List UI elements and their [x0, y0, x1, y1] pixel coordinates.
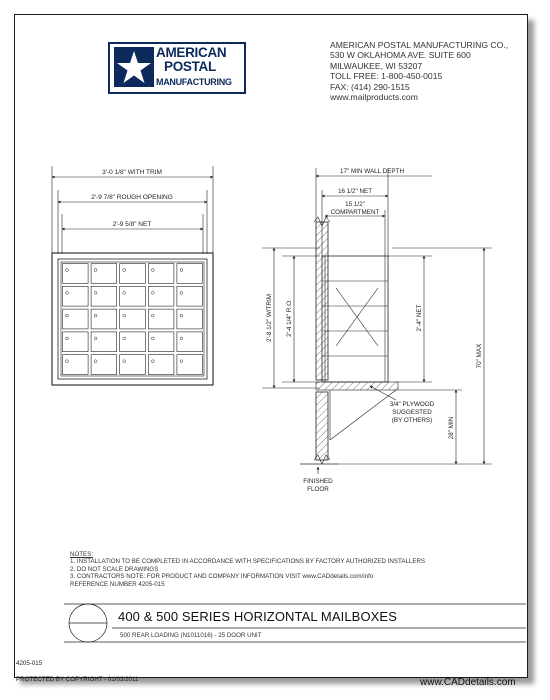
door-lock-icon	[94, 269, 97, 272]
logo-line-3: MANUFACTURING	[156, 77, 232, 87]
door-lock-icon	[151, 360, 154, 363]
address-line: TOLL FREE: 1-800-450-0015	[330, 71, 443, 82]
caddetails-link[interactable]: www.CADdetails.com	[420, 677, 516, 688]
mailbox-door	[91, 332, 117, 352]
mailbox-door	[120, 286, 146, 306]
mailbox-door	[63, 286, 89, 306]
door-lock-icon	[151, 337, 154, 340]
floor-label-line-1: FINISHED	[303, 478, 333, 485]
mailbox-door	[63, 355, 89, 375]
mailbox-door	[120, 309, 146, 329]
plywood-note-line-1: 3/4" PLYWOOD	[389, 401, 435, 408]
door-lock-icon	[66, 360, 69, 363]
door-lock-icon	[94, 291, 97, 294]
door-lock-icon	[180, 269, 183, 272]
door-lock-icon	[66, 269, 69, 272]
mailbox-door	[148, 355, 174, 375]
mailbox-door	[148, 286, 174, 306]
mailbox-door	[120, 355, 146, 375]
mailbox-door	[148, 309, 174, 329]
door-lock-icon	[66, 291, 69, 294]
mailbox-door	[63, 309, 89, 329]
dim-rough-opening: 2'-9 7/8" ROUGH OPENING	[91, 194, 173, 201]
note-item: REFERENCE NUMBER 4205-015	[70, 580, 165, 588]
reference-number: 4205-015	[16, 660, 43, 667]
dim-net-width: 2'-9 5/8" NET	[112, 221, 152, 228]
notes-heading: NOTES:	[70, 551, 94, 558]
notes-block	[70, 551, 425, 588]
mailbox-door	[91, 286, 117, 306]
dim-net-depth: 16 1/2" NET	[337, 188, 373, 195]
drawing-subtitle: 500 REAR LOADING (N1011016) - 25 DOOR UNIT	[120, 632, 262, 639]
address-line: 530 W OKLAHOMA AVE. SUITE 600	[330, 50, 471, 61]
door-lock-icon	[151, 269, 154, 272]
logo-line-2: POSTAL	[164, 59, 216, 74]
mailbox-door	[177, 309, 203, 329]
door-lock-icon	[123, 314, 126, 317]
door-lock-icon	[123, 337, 126, 340]
door-lock-icon	[123, 269, 126, 272]
plywood-note-line-2: SUGGESTED	[392, 409, 432, 416]
plywood-note-line-3: (BY OTHERS)	[391, 417, 433, 424]
mailbox-door	[177, 332, 203, 352]
dim-compartment-label: COMPARTMENT	[330, 209, 380, 216]
door-lock-icon	[180, 337, 183, 340]
mailbox-door	[63, 332, 89, 352]
mailbox-door	[177, 355, 203, 375]
door-lock-icon	[94, 314, 97, 317]
mailbox-door	[120, 264, 146, 284]
address-line: MILWAUKEE, WI 53207	[330, 60, 423, 71]
door-lock-icon	[180, 314, 183, 317]
mailbox-door	[148, 264, 174, 284]
door-lock-icon	[94, 337, 97, 340]
dim-height-with-trim: 2'-8 1/2" W/TRIM	[266, 294, 273, 342]
copyright-notice: PROTECTED BY COPYRIGHT - 01/03/2011	[16, 676, 139, 683]
mailbox-door	[91, 355, 117, 375]
mailbox-door	[63, 264, 89, 284]
mailbox-door-grid	[63, 264, 203, 375]
dim-max-height: 70" MAX	[476, 343, 483, 369]
dim-min-height: 28" MIN	[448, 416, 455, 440]
mailbox-door	[177, 264, 203, 284]
door-lock-icon	[66, 337, 69, 340]
mailbox-door	[91, 309, 117, 329]
door-lock-icon	[180, 360, 183, 363]
door-lock-icon	[66, 314, 69, 317]
dim-with-trim: 3'-0 1/8" WITH TRIM	[102, 169, 162, 176]
door-lock-icon	[94, 360, 97, 363]
door-lock-icon	[151, 314, 154, 317]
note-item: 1. INSTALLATION TO BE COMPLETED IN ACCORDANCE WITH SPECIFICATIONS BY FACTORY AUTHORIZED INSTALLERS	[70, 558, 426, 566]
dim-compartment-value: 15 1/2"	[345, 201, 365, 208]
mailbox-door	[177, 286, 203, 306]
door-lock-icon	[123, 360, 126, 363]
mailbox-door	[91, 264, 117, 284]
door-lock-icon	[123, 291, 126, 294]
address-line: FAX: (414) 290-1515	[330, 81, 410, 92]
logo-line-1: AMERICAN	[156, 45, 227, 60]
door-lock-icon	[180, 291, 183, 294]
floor-label-line-2: FLOOR	[307, 486, 329, 493]
website-link[interactable]: www.mailproducts.com	[330, 92, 418, 103]
address-line: AMERICAN POSTAL MANUFACTURING CO.,	[330, 40, 509, 50]
mailbox-door	[120, 332, 146, 352]
dim-height-rough-opening: 2'-4 1/4" R.O.	[286, 299, 293, 337]
note-item: 3. CONTRACTORS NOTE: FOR PRODUCT AND COMPANY INFORMATION VISIT www.CADdetails.com/info	[70, 573, 374, 581]
dim-height-net: 2'-4" NET	[416, 304, 423, 332]
mailbox-door	[148, 332, 174, 352]
door-lock-icon	[151, 291, 154, 294]
drawing-title: 400 & 500 SERIES HORIZONTAL MAILBOXES	[118, 609, 397, 624]
note-item: 2. DO NOT SCALE DRAWINGS	[70, 565, 159, 573]
dim-min-wall-depth: 17" MIN WALL DEPTH	[339, 168, 405, 175]
